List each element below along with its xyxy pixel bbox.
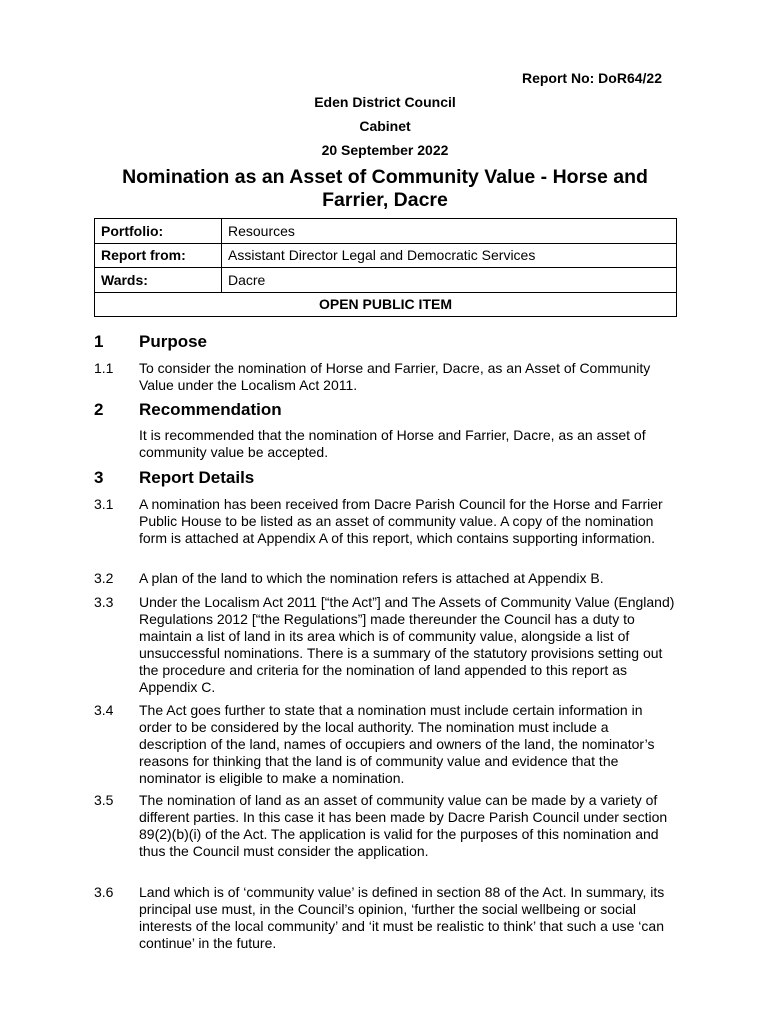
section-number: 1 <box>94 332 104 351</box>
report-info-table <box>94 218 677 317</box>
paragraph-number: 3.6 <box>94 884 114 900</box>
paragraph-text: A plan of the land to which the nomination refers is attached at Appendix B. <box>139 570 604 586</box>
section-heading-recommendation: Recommendation <box>139 400 282 419</box>
table-row <box>95 292 677 317</box>
committee-name: Cabinet <box>359 118 411 134</box>
report-title: Nomination as an Asset of Community Value - Horse and Farrier, Dacre <box>122 166 648 211</box>
section-number: 2 <box>94 400 104 419</box>
report-from-value: Assistant Director Legal and Democratic Services <box>222 243 677 268</box>
paragraph-number: 3.1 <box>94 496 114 512</box>
paragraph-text: The Act goes further to state that a nomination must include certain information in order to be considered by the local authority. The nomination must include a description of the land, names of occupiers and owners of the land, the nominator’s reasons for thinking that the land is of community value and evidence that the nominator is eligible to make a nomination. <box>139 702 655 786</box>
paragraph-text: A nomination has been received from Dacre Parish Council for the Horse and Farrier Public House to be listed as an asset of community value. A copy of the nomination form is attached at Appendix A of this report, which contains supporting information. <box>139 496 663 546</box>
paragraph-text: Land which is of ‘community value’ is defined in section 88 of the Act. In summary, its principal use must, in the Council’s opinion, ‘further the social wellbeing or social interests of the local community’ and ‘it must be realistic to think’ that such a use ‘can continue’ in the future. <box>139 884 665 951</box>
paragraph-text: The nomination of land as an asset of community value can be made by a variety of different parties. In this case it has been made by Dacre Parish Council under section 89(2)(b)(i) of the Act. The application is valid for the purposes of this nomination and thus the Council must consider the application. <box>139 792 668 859</box>
paragraph-number: 3.3 <box>94 594 114 610</box>
meeting-date: 20 September 2022 <box>321 142 449 158</box>
council-name: Eden District Council <box>314 94 456 110</box>
paragraph-number: 3.4 <box>94 702 114 718</box>
section-heading-purpose: Purpose <box>139 332 208 351</box>
paragraph-text: It is recommended that the nomination of Horse and Farrier, Dacre, as an asset of community value be accepted. <box>139 427 646 460</box>
wards-value: Dacre <box>222 268 677 293</box>
paragraph-text: To consider the nomination of Horse and Farrier, Dacre, as an Asset of Community Value under the Localism Act 2011. <box>139 360 651 393</box>
classification-cell: OPEN PUBLIC ITEM <box>95 292 677 317</box>
paragraph-text: Under the Localism Act 2011 [“the Act”] and The Assets of Community Value (England) Regulations 2012 [“the Regulations”] made thereunder the Council has a duty to maintain a list of land in its area which is of community value, alongside a list of unsuccessful nominations. There is a summary of the statutory provisions setting out the procedure and criteria for the nomination of land appended to this report as Appendix C. <box>139 594 675 695</box>
table-row <box>95 268 677 293</box>
paragraph-number: 1.1 <box>94 360 114 376</box>
report-number: Report No: DoR64/22 <box>521 70 662 86</box>
portfolio-label: Portfolio: <box>95 219 222 244</box>
table-row <box>95 243 677 268</box>
report-from-label: Report from: <box>95 243 222 268</box>
paragraph-number: 3.5 <box>94 792 114 808</box>
paragraph-number: 3.2 <box>94 570 114 586</box>
table-row <box>95 219 677 244</box>
section-number: 3 <box>94 468 104 487</box>
section-heading-report-details: Report Details <box>139 468 255 487</box>
portfolio-value: Resources <box>222 219 677 244</box>
wards-label: Wards: <box>95 268 222 293</box>
